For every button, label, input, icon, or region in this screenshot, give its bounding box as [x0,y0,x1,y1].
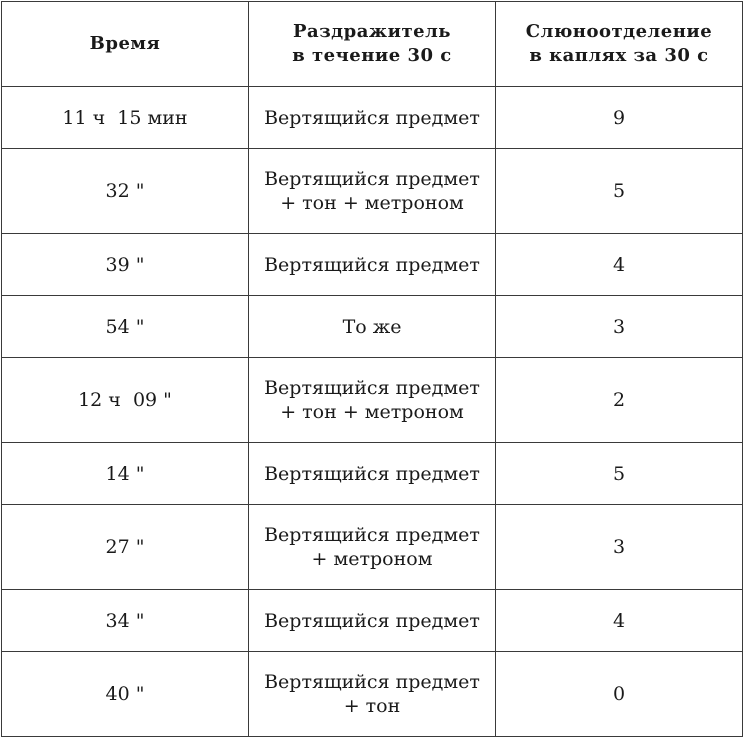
stimulus-cell [249,443,496,505]
stimulus-line: Вертящийся предмет [264,377,480,399]
table-row [2,505,743,590]
stimulus-line: + метроном [311,548,433,570]
header-stimulus [249,2,496,87]
header-salivation [496,2,743,87]
time-cell: 14 " [2,443,249,505]
table-row [2,149,743,234]
stimulus-line: + тон + метроном [280,192,464,214]
drops-cell: 3 [496,505,743,590]
time-cell: 39 " [2,234,249,296]
time-cell: 34 " [2,590,249,652]
stimulus-line: То же [342,315,402,338]
stimulus-line: Вертящийся предмет [264,524,480,546]
drops-cell: 3 [496,296,743,358]
drops-cell: 0 [496,652,743,737]
table-row [2,234,743,296]
time-cell: 32 " [2,149,249,234]
stimulus-line: Вертящийся предмет [264,106,480,129]
stimulus-line: + тон + метроном [280,401,464,423]
stimulus-cell [249,87,496,149]
time-cell: 27 " [2,505,249,590]
stimulus-cell [249,296,496,358]
stimulus-line: Вертящийся предмет [264,462,480,485]
drops-cell: 9 [496,87,743,149]
drops-cell: 4 [496,234,743,296]
header-time-line: Время [89,33,161,54]
stimulus-cell [249,358,496,443]
table-row [2,296,743,358]
header-stimulus-line-2: в течение 30 с [292,45,452,66]
table-row [2,358,743,443]
salivation-table [1,1,743,737]
time-cell: 54 " [2,296,249,358]
drops-cell: 5 [496,149,743,234]
stimulus-line: Вертящийся предмет [264,168,480,190]
time-cell: 11 ч 15 мин [2,87,249,149]
stimulus-line: Вертящийся предмет [264,671,480,693]
header-salivation-line-2: в каплях за 30 с [529,45,709,66]
stimulus-cell [249,149,496,234]
header-salivation-line-1: Слюноотделение [525,21,713,42]
stimulus-cell [249,590,496,652]
table-row [2,652,743,737]
stimulus-line: Вертящийся предмет [264,609,480,632]
stimulus-line: Вертящийся предмет [264,253,480,276]
stimulus-cell [249,505,496,590]
drops-cell: 5 [496,443,743,505]
table-row [2,590,743,652]
header-time [2,2,249,87]
time-cell: 12 ч 09 " [2,358,249,443]
stimulus-cell [249,234,496,296]
header-stimulus-line-1: Раздражитель [293,21,451,42]
table-row [2,87,743,149]
stimulus-cell [249,652,496,737]
drops-cell: 2 [496,358,743,443]
table-row [2,443,743,505]
drops-cell: 4 [496,590,743,652]
stimulus-line: + тон [343,695,401,717]
time-cell: 40 " [2,652,249,737]
header-row [2,2,743,87]
